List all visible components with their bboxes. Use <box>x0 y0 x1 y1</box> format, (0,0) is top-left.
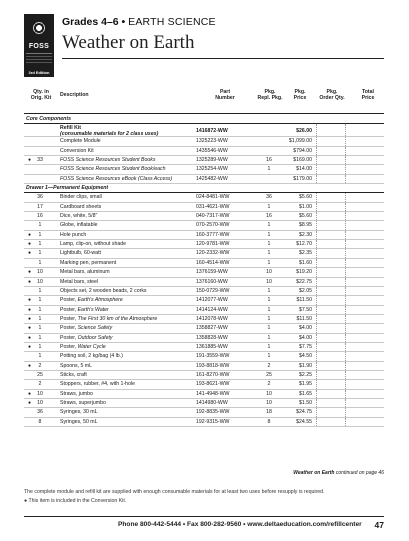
order-qty-input[interactable] <box>316 156 346 164</box>
page-number: 47 <box>374 520 384 530</box>
pkg-qty-cell: 10 <box>266 269 272 276</box>
order-qty-input[interactable] <box>316 315 346 323</box>
part-number-cell: 120-2332-WW <box>196 250 230 257</box>
part-number-cell: 024-8481-WW <box>196 194 230 201</box>
pkg-qty-cell: 1 <box>267 166 271 173</box>
table-row <box>24 278 384 287</box>
table-row <box>24 380 384 389</box>
price-cell: $26.00 <box>296 128 312 135</box>
continued-note <box>293 470 384 476</box>
price-cell: $2.25 <box>299 371 312 378</box>
qty-cell: 1 <box>38 353 42 360</box>
desc-cell: FOSS Science Resources Student Books <box>60 157 156 164</box>
pkg-qty-cell: 1 <box>267 222 271 229</box>
qty-cell: 2 <box>38 362 42 369</box>
desc-cell: Hole punch <box>60 231 87 238</box>
conversion-kit-bullet: ● <box>28 399 32 406</box>
qty-cell: 33 <box>37 157 43 164</box>
pkg-qty-cell: 10 <box>266 390 272 397</box>
table-row <box>24 175 384 184</box>
price-cell: $1.65 <box>299 390 312 397</box>
order-qty-input[interactable] <box>316 203 346 211</box>
section-title: Drawer 1—Permanent Equipment <box>26 185 109 192</box>
conversion-kit-bullet: ● <box>28 297 32 304</box>
pkg-qty-cell: 2 <box>267 362 271 369</box>
part-number-cell: 1361885-WW <box>196 343 228 350</box>
desc-cell: Spoons, 5 mL <box>60 362 93 369</box>
pkg-qty-cell: 1 <box>267 203 271 210</box>
order-qty-input[interactable] <box>316 221 346 229</box>
pkg-qty-cell: 8 <box>267 418 271 425</box>
order-qty-input[interactable] <box>316 418 346 426</box>
qty-cell: 10 <box>37 390 43 397</box>
part-number-cell: 1325289-WW <box>196 157 228 164</box>
pkg-qty-cell: 1 <box>267 334 271 341</box>
table-row <box>24 418 384 427</box>
part-number-cell: 1376159-WW <box>196 269 228 276</box>
pkg-qty-cell: 1 <box>267 325 271 332</box>
order-qty-input[interactable] <box>316 193 346 201</box>
pkg-qty-cell: 16 <box>266 213 272 220</box>
table-row <box>24 156 384 165</box>
pkg-qty-cell: 16 <box>266 157 272 164</box>
price-cell: $7.75 <box>299 343 312 350</box>
desc-cell: Straws, superjumbo <box>60 399 106 406</box>
desc-cell: Metal bars, steel <box>60 278 99 285</box>
price-cell: $179.00 <box>293 175 312 182</box>
desc-cell: Poster, Earth's Water <box>60 306 109 313</box>
order-qty-input[interactable] <box>316 380 346 388</box>
part-number-cell: 1435546-WW <box>196 147 228 154</box>
price-cell: $7.50 <box>299 306 312 313</box>
price-cell: $5.60 <box>299 213 312 220</box>
desc-cell: Globe, inflatable <box>60 222 98 229</box>
price-cell: $1,099.00 <box>288 138 312 145</box>
part-number-cell: 1325254-WW <box>196 166 228 173</box>
order-qty-input[interactable] <box>316 399 346 407</box>
section-heading <box>24 115 384 124</box>
pkg-qty-cell: 1 <box>267 231 271 238</box>
order-qty-input[interactable] <box>316 212 346 220</box>
qty-cell: 25 <box>37 371 43 378</box>
table-row <box>24 315 384 324</box>
pkg-qty-cell: 10 <box>266 278 272 285</box>
col-pkg-qty: Pkg. Repl. Pkg. <box>257 89 283 101</box>
table-row <box>24 165 384 174</box>
price-cell: $12.70 <box>296 241 312 248</box>
table-header <box>24 88 384 112</box>
desc-cell: Poster, Water Cycle <box>60 343 106 350</box>
pkg-qty-cell: 2 <box>267 381 271 388</box>
price-cell: $5.60 <box>299 194 312 201</box>
desc-cell: Poster, Earth's Atmosphere <box>60 297 123 304</box>
price-cell: $2.35 <box>299 250 312 257</box>
table-row <box>24 147 384 156</box>
desc-cell: Metal bars, aluminum <box>60 269 110 276</box>
continued-title: Weather on Earth <box>293 470 335 476</box>
table-row <box>24 240 384 249</box>
col-order-qty: Pkg. Order Qty. <box>319 89 345 101</box>
part-number-cell: 193-8818-WW <box>196 362 230 369</box>
title-rule <box>62 58 384 59</box>
table-row <box>24 399 384 408</box>
table-row <box>24 203 384 212</box>
col-part: Part Number <box>215 89 235 101</box>
page-title: Weather on Earth <box>62 32 195 53</box>
part-number-cell: 1412077-WW <box>196 297 228 304</box>
conversion-kit-bullet: ● <box>28 278 32 285</box>
price-cell: $794.00 <box>293 147 312 154</box>
pkg-qty-cell: 1 <box>267 315 271 322</box>
conversion-kit-bullet: ● <box>28 325 32 332</box>
conversion-kit-bullet: ● <box>28 343 32 350</box>
grades-label: Grades 4–6 • <box>62 16 126 28</box>
part-number-cell: 192-9315-WW <box>196 418 230 425</box>
order-qty-input[interactable] <box>316 165 346 173</box>
part-number-cell: 1358828-WW <box>196 334 228 341</box>
part-number-cell: 1325223-WW <box>196 138 228 145</box>
conversion-kit-bullet: ● <box>28 362 32 369</box>
price-cell: $24.75 <box>296 409 312 416</box>
pkg-qty-cell: 1 <box>267 343 271 350</box>
qty-cell: 1 <box>38 334 42 341</box>
qty-cell: 10 <box>37 399 43 406</box>
table-row <box>24 371 384 380</box>
qty-cell: 10 <box>37 278 43 285</box>
qty-cell: 1 <box>38 287 42 294</box>
part-number-cell: 040-7317-WW <box>196 213 230 220</box>
order-qty-input[interactable] <box>316 240 346 248</box>
pkg-qty-cell: 1 <box>267 241 271 248</box>
table-row <box>24 268 384 277</box>
order-qty-input[interactable] <box>316 249 346 257</box>
part-number-cell: 160-4514-WW <box>196 259 230 266</box>
col-description: Description <box>60 92 89 98</box>
footnote-supply: The complete module and refill kit are supplied with enough consumable materials for at least two uses before resupply is required. <box>24 489 325 495</box>
desc-cell: Conversion Kit <box>60 147 94 154</box>
desc-cell: Objects set, 2 wooden beads, 2 corks <box>60 287 147 294</box>
pkg-qty-cell: 25 <box>266 371 272 378</box>
order-qty-input[interactable] <box>316 390 346 398</box>
desc-cell: FOSS Science Resources Student Book/each <box>60 166 166 173</box>
table-row <box>24 408 384 417</box>
part-number-cell: 1376160-WW <box>196 278 228 285</box>
order-qty-input[interactable] <box>316 231 346 239</box>
table-row <box>24 306 384 315</box>
footer-rule <box>24 516 384 517</box>
section-title: Core Components <box>26 116 71 122</box>
desc-cell: Cardboard sheets <box>60 203 102 210</box>
part-number-cell: 1425482-WW <box>196 175 228 182</box>
price-cell: $22.75 <box>296 278 312 285</box>
price-cell: $1.60 <box>299 259 312 266</box>
desc-cell: Lamp, clip-on, without shade <box>60 241 127 248</box>
continued-text: continued on page 46 <box>335 470 384 476</box>
pkg-qty-cell: 1 <box>267 259 271 266</box>
conversion-kit-bullet: ● <box>28 315 32 322</box>
conversion-kit-bullet: ● <box>28 157 32 164</box>
order-qty-input[interactable] <box>316 147 346 155</box>
qty-cell: 1 <box>38 222 42 229</box>
table-row <box>24 287 384 296</box>
desc-cell: FOSS Science Resources eBook (Class Access) <box>60 175 173 182</box>
order-qty-input[interactable] <box>316 371 346 379</box>
order-qty-input[interactable] <box>316 296 346 304</box>
part-number-cell: 191-3559-WW <box>196 353 230 360</box>
footer-contact: Phone 800-442-5444 • Fax 800-282-9560 • www.deltaeducation.com/refillcenter <box>118 521 362 528</box>
part-number-cell: 160-3777-WW <box>196 231 230 238</box>
table-row <box>24 193 384 202</box>
part-number-cell: 193-8621-WW <box>196 381 230 388</box>
order-qty-input[interactable] <box>316 259 346 267</box>
order-qty-input[interactable] <box>316 343 346 351</box>
qty-cell: 1 <box>38 343 42 350</box>
qty-cell: 36 <box>37 194 43 201</box>
pkg-qty-cell: 1 <box>267 287 271 294</box>
qty-cell: 1 <box>38 259 42 266</box>
section-heading <box>24 184 384 193</box>
table-row <box>24 259 384 268</box>
desc-cell: Binder clips, small <box>60 194 102 201</box>
price-cell: $14.00 <box>296 166 312 173</box>
subject-label: EARTH SCIENCE <box>128 16 216 28</box>
pkg-qty-cell: 1 <box>267 353 271 360</box>
conversion-kit-bullet: ● <box>28 390 32 397</box>
price-cell: $1.50 <box>299 399 312 406</box>
price-cell: $1.90 <box>299 362 312 369</box>
parts-table <box>24 115 384 427</box>
pkg-qty-cell: 1 <box>267 306 271 313</box>
order-qty-input[interactable] <box>316 408 346 416</box>
part-number-cell: 141-4948-WW <box>196 390 230 397</box>
conversion-kit-bullet: ● <box>28 250 32 257</box>
pkg-qty-cell: 36 <box>266 194 272 201</box>
desc-cell: Marking pen, permanent <box>60 259 117 266</box>
conversion-kit-bullet: ● <box>28 269 32 276</box>
desc-cell: Dice, white, 5/8" <box>60 213 98 220</box>
qty-cell: 1 <box>38 231 42 238</box>
table-row <box>24 362 384 371</box>
price-cell: $169.00 <box>293 157 312 164</box>
table-row <box>24 334 384 343</box>
table-row <box>24 212 384 221</box>
order-qty-input[interactable] <box>316 278 346 286</box>
footnote-conversion: ● This item is included in the Conversion Kit. <box>24 498 127 504</box>
price-cell: $1.00 <box>299 203 312 210</box>
table-row <box>24 296 384 305</box>
order-qty-input[interactable] <box>316 324 346 332</box>
price-cell: $4.00 <box>299 325 312 332</box>
order-qty-input[interactable] <box>316 352 346 360</box>
pkg-qty-cell: 1 <box>267 250 271 257</box>
price-cell: $11.50 <box>296 297 312 304</box>
price-cell: $2.05 <box>299 287 312 294</box>
desc-cell: Straws, jumbo <box>60 390 93 397</box>
price-cell: $1.95 <box>299 381 312 388</box>
header-rule <box>24 113 384 114</box>
pkg-qty-cell: 18 <box>266 409 272 416</box>
part-number-cell: 1416872-WW <box>196 128 228 135</box>
qty-cell: 1 <box>38 306 42 313</box>
part-number-cell: 031-4621-WW <box>196 203 230 210</box>
part-number-cell: 1412078-WW <box>196 315 228 322</box>
col-pkg-price: Pkg. Price <box>293 89 307 101</box>
price-cell: $11.50 <box>296 315 312 322</box>
order-qty-input[interactable] <box>316 362 346 370</box>
table-row <box>24 249 384 258</box>
qty-cell: 8 <box>38 418 42 425</box>
desc-cell: Poster, The First 30 km of the Atmosphere <box>60 315 158 322</box>
col-qty: Qty. in Orig. Kit <box>30 89 52 101</box>
order-qty-input[interactable] <box>316 334 346 342</box>
table-row <box>24 324 384 333</box>
conversion-kit-bullet: ● <box>28 231 32 238</box>
grade-heading <box>62 16 216 28</box>
part-number-cell: 192-8835-WW <box>196 409 230 416</box>
desc-cell: Syringes, 30 mL <box>60 409 98 416</box>
part-number-cell: 070-2570-WW <box>196 222 230 229</box>
table-row <box>24 124 384 137</box>
table-row <box>24 231 384 240</box>
price-cell: $4.00 <box>299 334 312 341</box>
table-row <box>24 221 384 230</box>
conversion-kit-bullet: ● <box>28 334 32 341</box>
desc-cell: Sticks, craft <box>60 371 87 378</box>
order-qty-input[interactable] <box>316 306 346 314</box>
qty-cell: 17 <box>37 203 43 210</box>
desc-cell: Syringes, 50 mL <box>60 418 98 425</box>
qty-cell: 1 <box>38 325 42 332</box>
col-total: Total Price <box>361 89 375 101</box>
part-number-cell: 1414124-WW <box>196 306 228 313</box>
desc-cell: Lightbulb, 60-watt <box>60 250 101 257</box>
desc-cell: Complete Module <box>60 138 101 145</box>
desc-cell: Refill Kit (consumable materials for 2 class uses) <box>60 125 159 138</box>
part-number-cell: 120-9781-WW <box>196 241 230 248</box>
part-number-cell: 150-0729-WW <box>196 287 230 294</box>
desc-cell: Poster, Outdoor Safety <box>60 334 113 341</box>
price-cell: $8.95 <box>299 222 312 229</box>
conversion-kit-bullet: ● <box>28 241 32 248</box>
qty-cell: 2 <box>38 381 42 388</box>
qty-cell: 1 <box>38 250 42 257</box>
conversion-kit-bullet: ● <box>28 306 32 313</box>
pkg-qty-cell: 10 <box>266 399 272 406</box>
logo-lines <box>26 53 52 65</box>
order-qty-input[interactable] <box>316 175 346 183</box>
table-row <box>24 137 384 146</box>
foss-logo <box>24 14 54 76</box>
order-qty-input[interactable] <box>316 124 346 136</box>
desc-cell: Poster, Science Safety <box>60 325 113 332</box>
desc-cell: Potting soil, 2 kg/bag (4 lb.) <box>60 353 123 360</box>
qty-cell: 1 <box>38 297 42 304</box>
price-cell: $4.50 <box>299 353 312 360</box>
part-number-cell: 1358827-WW <box>196 325 228 332</box>
order-qty-input[interactable] <box>316 287 346 295</box>
table-row <box>24 352 384 361</box>
logo-text: FOSS <box>28 43 50 50</box>
table-row <box>24 390 384 399</box>
order-qty-input[interactable] <box>316 137 346 145</box>
desc-cell: Stoppers, rubber, #4, with 1-hole <box>60 381 135 388</box>
table-row <box>24 343 384 352</box>
sun-burst-icon <box>28 17 50 39</box>
order-qty-input[interactable] <box>316 268 346 276</box>
qty-cell: 16 <box>37 213 43 220</box>
price-cell: $2.30 <box>299 231 312 238</box>
qty-cell: 1 <box>38 315 42 322</box>
price-cell: $19.20 <box>296 269 312 276</box>
pkg-qty-cell: 1 <box>267 297 271 304</box>
qty-cell: 1 <box>38 241 42 248</box>
qty-cell: 36 <box>37 409 43 416</box>
part-number-cell: 1414980-WW <box>196 399 228 406</box>
edition-badge: 3rd Edition <box>24 69 54 77</box>
price-cell: $24.55 <box>296 418 312 425</box>
part-number-cell: 161-8270-WW <box>196 371 230 378</box>
qty-cell: 10 <box>37 269 43 276</box>
